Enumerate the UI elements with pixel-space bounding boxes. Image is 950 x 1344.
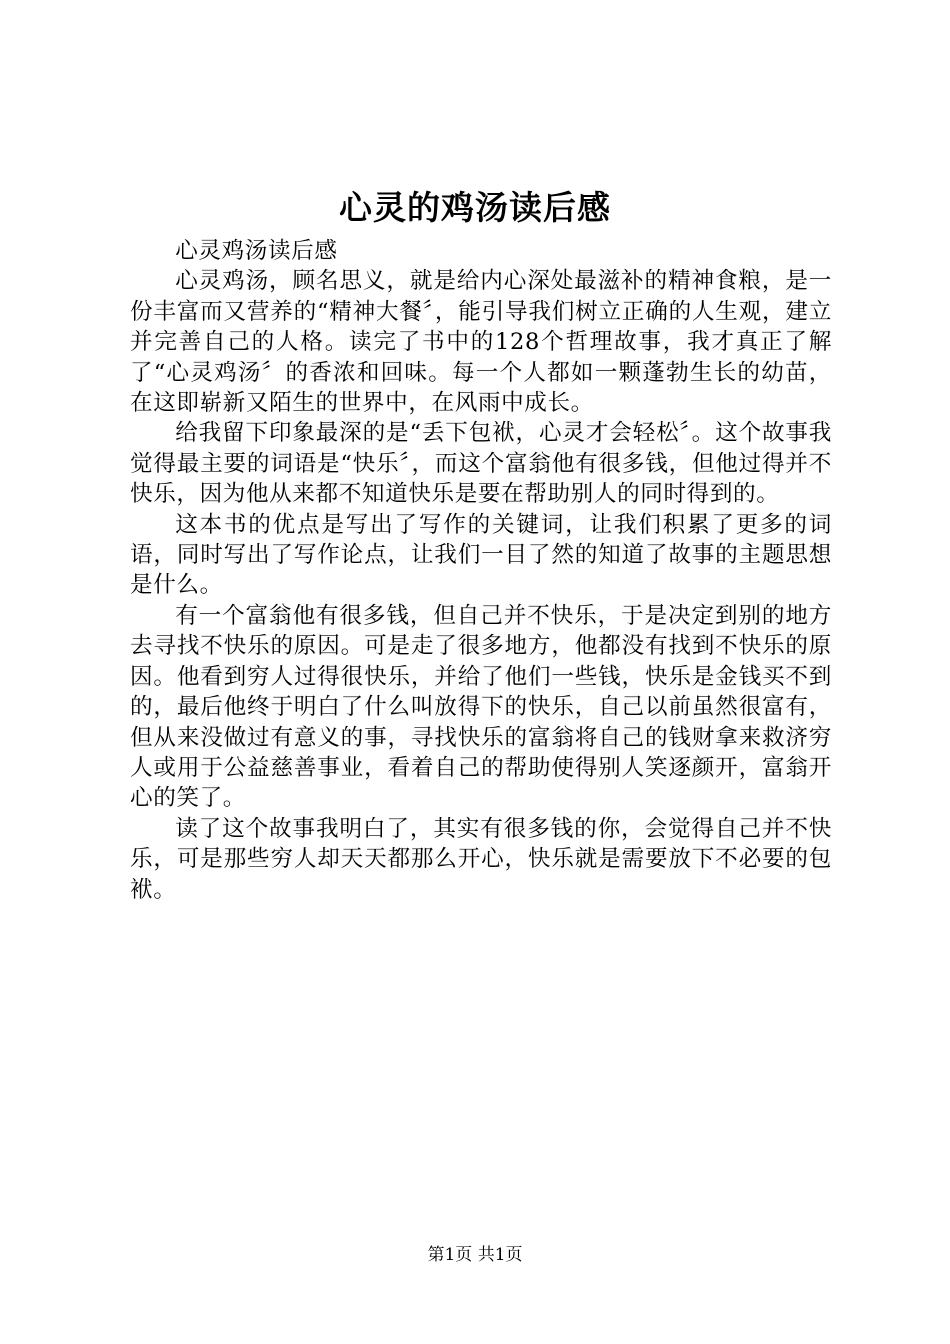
paragraph: 有一个富翁他有很多钱，但自己并不快乐，于是决定到别的地方去寻找不快乐的原因。可是走了很多地方，他都没有找到不快乐的原因。他看到穷人过得很快乐，并给了他们一些钱，快乐是金钱买不到的，最后他终于明白了什么叫放得下的快乐，自己以前虽然很富有，但从来没做过有意义的事，寻找快乐的富翁将自己的钱财拿来救济穷人或用于公益慈善事业，看着自己的帮助使得别人笑逐颜开，富翁开心的笑了。	[130, 602, 832, 812]
paragraph: 读了这个故事我明白了，其实有很多钱的你，会觉得自己并不快乐，可是那些穷人却天天都那么开心，快乐就是需要放下不必要的包袱。	[130, 815, 832, 903]
paragraph: 给我留下印象最深的是“丢下包袱，心灵才会轻松〞。这个故事我觉得最主要的词语是“快乐〞，而这个富翁他有很多钱，但他过得并不快乐，因为他从来都不知道快乐是要在帮助别人的同时得到的。	[130, 420, 832, 508]
document-body	[130, 236, 832, 905]
document-title: 心灵的鸡汤读后感	[339, 188, 611, 227]
paragraph: 心灵鸡汤，顾名思义，就是给内心深处最滋补的精神食粮，是一份丰富而又营养的“精神大餐〞，能引导我们树立正确的人生观，建立并完善自己的人格。读完了书中的128个哲理故事，我才真正了解了“心灵鸡汤〞的香浓和回味。每一个人都如一颗蓬勃生长的幼苗，在这即崭新又陌生的世界中，在风雨中成长。	[130, 268, 832, 417]
paragraph: 这本书的优点是写出了写作的关键词，让我们积累了更多的词语，同时写出了写作论点，让我们一目了然的知道了故事的主题思想是什么。	[130, 511, 832, 599]
page-number-footer: 第1页 共1页	[427, 1245, 523, 1265]
paragraph-subtitle: 心灵鸡汤读后感	[175, 238, 338, 264]
